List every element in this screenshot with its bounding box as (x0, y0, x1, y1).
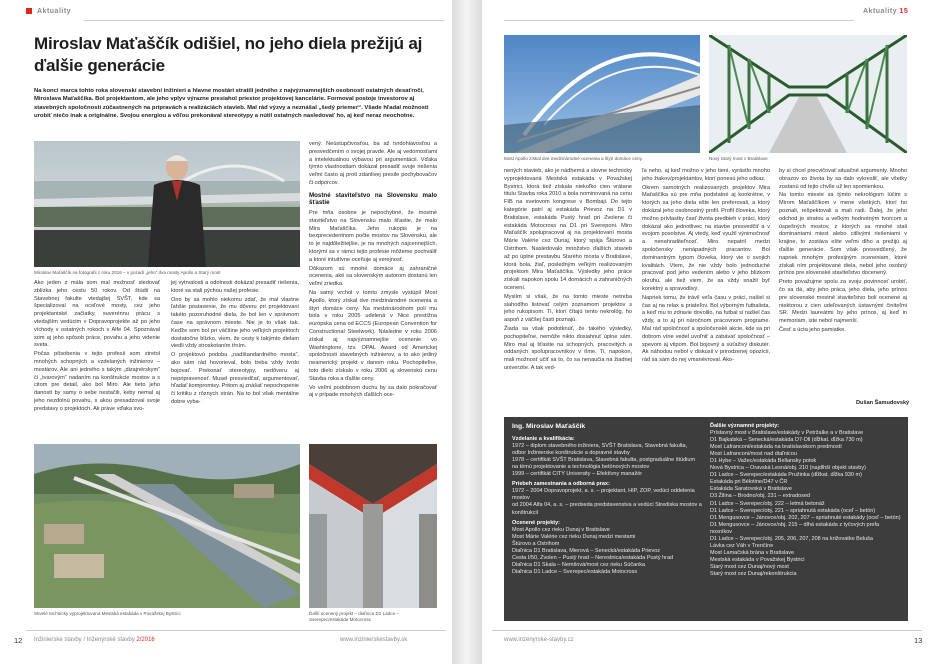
photo-caption: Miroslav Maťaščík na fotografii z roku 2016 – v pozadí „jeho“ dva mosty Apollo a Starý most (34, 270, 221, 275)
bio-item: D1 Ladce – Sverepec/obj. 222 – letmá betonáž (710, 500, 825, 507)
bio-item: Most Apollo cez rieku Dunaj v Bratislave (512, 526, 610, 533)
text-column-2 (171, 280, 299, 438)
bio-item: D1 Ladce – Sverepec/obj. 205, 206, 207, 208 na križovatke Beluša (710, 535, 873, 542)
bio-item: Estakáda Saratovská v Bratislave (710, 486, 792, 493)
section-label: Aktuality (863, 8, 898, 15)
bio-item: Diaľnica D1 Ladce – Sverepec/estakáda Motocross (512, 568, 638, 575)
photo-caption: Nový Starý most v Bratislave (709, 156, 768, 161)
bio-subheading: Ocenené projekty: (512, 519, 560, 526)
bio-item: Štúrovo a Ostrihom (512, 540, 560, 547)
paragraph: Na samý vrchol v tomto zmysle vystúpil Most Apollo, ktorý získal dve medzinárodné ocenenia a štyri domáce ceny. Na medzinárodnom poli mu bola v roku 2005 udelená v Nice prestížna európska cena od ECCS (European Convention for Constructional Steelwork). Následne v roku 2006 získal aj najvýznamnejšie ocenenie vo Washingtone, tzv. OPAL Award od Americkej spoločnosti stavebných inžinierov, a to ako jediný neamerický projekt v danom roku. Pochopiteľne, toto dielo získalo v roku 2006 aj slovenskú cenu Stavba roka a ďalšie ceny. (309, 289, 437, 382)
page-mark: 15 (899, 8, 909, 15)
paragraph: Pre mňa osobne je nepochybné, že mostné staviteľstvo na Slovensku malo šťastie, že malo Mira Maťaščíka. Jeho rukopis je na bezprecedentnom počte mostov na Slovensku, ale to je najdôležitejšie, je na mnohých najcennejších, ktorými sa v rámci tejto profesie môžeme pochváliť a ktoré intuitívne oceňuje aj verejnosť. (309, 209, 437, 263)
header-rule-left (84, 20, 444, 21)
paragraph: Ono by sa mohlo niekomu zdať, že mal vlastne ľahšie postavenie, že mu dôveru pri projektovaní takéto pozoruhodné diela, že bol len v správnom čase na správnom mieste. Nie je to však tak. Keďže som bol pri väčšine jeho veľkých projektoch dostatočne blízko, viem, že cesty k takýmto dielam viedli vždy stroskotaním tŕním. (171, 296, 299, 350)
article-lead: Na konci marca tohto roka slovenskí stavební inžinieri a hlavne mostári stratili jedného z najvýznamnejších osobností ostatných desaťročí, Miroslava Maťaščíka. Bol projektantom, ale jeho vplyv výrazne presiahol priestor projektovej kancelárie. Formoval postoje investorov aj stavebných spoločností zúčastnených na prípravách a realizáciách stavieb. Mal rád výzvy a neznášal „šedý priemer“. Všade hľadal možnosti urobiť niečo inak a originálne. Svojou energiou a vôľou prekonával stereotypy a nútil ostatných nasledovať ho, aj keď neraz neochotne. (34, 88, 429, 119)
bio-item: Estakáda pri Bélotine/D47 v ČR (710, 479, 788, 486)
text-column-3 (309, 141, 437, 438)
article-title: Miroslav Maťaščík odišiel, no jeho diela prežijú aj ďalšie generácie (34, 34, 423, 75)
section-marker-icon (26, 8, 32, 14)
issue-number: 2/2016 (136, 637, 155, 643)
bio-item: D1 Bajkalská – Senecká/estakáda D7-Dll (dĺžkat. dĺžka 730 m) (710, 437, 863, 444)
bio-item: Most Lafranconi/estakáda na bratislavskom predmostí (710, 444, 842, 451)
bio-item: Nová Bystrica – Oravská Lesná/obj. 210 (najdlhší objekt stavby) (710, 465, 866, 472)
bio-item: D1 Hybe – Važec/estakáda Bellansky potok (710, 458, 817, 465)
paragraph: Počas pôsobenia v tejto profesii som stretol mnohých schopných a vzdelaných inžinierov – mostárov. Ale ani jedného s takým „dizajnérskym“ či „tvarovým“ nadaním na konštrukcie mostov a s citom pre detail, ako bol Miro. Ale tieto jeho danosti by samy o sebe nestačili, keby nemal aj jeho nezdolnú povahu, s akou presadzoval svoje predstavy o projektoch. Ak práve vďaka svo- (34, 351, 160, 412)
paragraph: ľa neho, aj keď možno v jeho tieni, vyrástlo mnoho jeho žiakov/projektantov, ktorí ponesú jeho odkaz. (642, 168, 770, 182)
paragraph: jej vytrvalosti a odolnosti dokázal presadiť riešenia, ktoré sa stali pýchou našej profesie. (171, 280, 299, 294)
page-number-right: 13 (914, 636, 923, 645)
bio-item: D3 Žilina – Brodno/obj. 231 – extradosed (710, 493, 810, 500)
section-subheading: Mostné staviteľstvo na Slovensku malo šťastie (309, 191, 437, 207)
text-column-6 (779, 168, 907, 388)
magazine-name (34, 637, 155, 643)
bio-item: od 2004 Alfa 04, a. s. – predseda predstavenstva a vedúci Strediska mostov a konštrukcií (512, 502, 702, 516)
paragraph: O projektovú podobu „nadštandardného mosta“, ako sám rád hovorieval, bolo treba vždy tvrdo bojovať. Prekonať stereotypy, nedôveru aj nepripravenosť. Musel presviedčať, argumentovať, hľadať kompromisy. Pritom aj znášať nepochopenie či kritiku z rôznych strán. Na to bol však mentálne dobre vyba- (171, 352, 299, 405)
bio-subheading: Vzdelanie a kvalifikácia: (512, 436, 575, 443)
text-column-1 (34, 280, 160, 438)
footer-rule-left (26, 630, 446, 631)
bio-item: Diaľnica D1 Bratislava, Mierová – Senecká/estakáda Prievoz (512, 547, 661, 554)
bio-item: D1 Ladce – Sverepec/estakáda Pružinka (dĺžkat. dĺžka 930 m) (710, 472, 862, 479)
estakada-aerial-photo (34, 444, 300, 608)
paragraph: Napriek tomu, že trávil veľa času v práci, našiel si čas aj na relax a priateľov. Bol výborným futbalista, a keď mu to zdravie dovolilo, na futbal si našiel čas vždy, a to aj pri náročnom pracovnom programe. Mal rád spoločnosť a spoločenské akcie, kde sa pri dobrom víne vedel uvoľniť a zabávať spoločnosť – spevom aj vtipom. Bol bojovný a súťaživý diskutér. Ak náhodou nebol v diskusii v prirodzenej opozícii, rád sa sám do nej vmanévroval. Ako- (642, 294, 770, 364)
author-signature: Dušan Šamudovský (856, 400, 910, 406)
paragraph: by si chcel precvičovať situačné argumenty. Mnoho obrazov zo života by sa dalo vykresliť, ale všetky zostanú od tejto chvíle už len spomienkou. (779, 168, 907, 190)
paragraph: Preto považujme spolu za svoju povinnosť urobiť, čo sa dá, aby jeho práca, jeho diela, jeho prínos pre slovenské mostné staviteľstvo boli ocenené aj niektorou z cien udeľovaných ústavnými činiteľmi SR. Medzi laureátmi by jeho prínos, aj keď in memoriam, iste nebol najmenší. (779, 279, 907, 325)
bio-name: Ing. Miroslav Maťaščík (512, 423, 586, 430)
paragraph: Vo veľmi podobnom duchu by sa dalo pokračovať aj v prípade mnohých ďalších oce- (309, 384, 437, 399)
paragraph: Žiada sa však podotknúť, že takého výsledky, pochopiteľne, nemôže nikto dosiahnuť úplne sám. Miro mal aj šťastie na schopných, pracovitých a oddaných spolupracovníkov v tíme. Ti, napokon, mali možnosť učiť sa to, čo sa nenaučia na žiadnej univerzite. A tak ved- (504, 325, 632, 371)
bio-item: Lávka cez Váh v Trenčíne (710, 542, 774, 549)
bio-subheading: Ďalšie významné projekty: (710, 423, 780, 429)
bio-item: Most Lafranconi/most nad diaľnicou (710, 451, 797, 458)
stary-most-photo (709, 35, 907, 153)
bio-item: Mestská estakáda v Považskej Bystrici (710, 556, 805, 563)
paragraph: Okrem samotných realizovaných projektov Mira Maťaščíka sú pre mňa podstatné aj konkrétne, v ktorých sa jeho diela ešte len preferovali, a ktorý dokázal jeho osobnostný profil. Profil človeka, ktorý možno prívlastky časť života predbieh v práci, ktorý dokázal ako jednotlivec na stavbe presvedčiť a v svojom posolstve. Aj vtedy, keď využil výnimočnosť a nenahraditeľnosť. Miro nepatril medzi spoločensky nenápadných pracantov. Bol dominantným typom človeka, ktorý vie o svojich kvalitách. Vtem, že nie vždy bolo jednoduché pracovať pod jeho vedením alebo v jeho blízkom okruhu, ale tiež viem, že sa vždy snažil byť korektný a spravodlivý. (642, 184, 770, 292)
paragraph: Ako jeden z mála som mal možnosť sledovať zblízka jeho cestu 50 rokov. Od štúdií na Stavebnej fakulte vtedajšej SVŠT, kde sa špecializoval na oceľové mosty, cez jeho projektantské začiatky, suverénnu prácu s vtedajším vedúcim v Dopravoprojekte až po jeho víchody v ostatných rokoch v Alfe 04. Spoznával som aj jeho spôsob práce, povahu a jeho videnie sveta. (34, 280, 160, 349)
bio-item: Diaľnica D1 Skala – Nemšová/most cez rieku Súčanka (512, 561, 646, 568)
bio-item: 1999 – certifikát CITY University – Efektívny manažér (512, 471, 643, 478)
bio-item: Cesta I/50, Zvolen – Pustý hrad – Nerestnica/estakáda Pustý hrad (512, 554, 674, 561)
apollo-bridge-photo (504, 35, 700, 153)
text-column-5 (642, 168, 770, 408)
section-label: Aktuality (37, 8, 72, 15)
bio-column-right (710, 423, 902, 578)
bio-item: D1 Mengusovce – Jánovce/obj. 202, 207 – spriahnuté estakády (oceľ – betón) (710, 514, 901, 521)
bio-info-box (504, 417, 908, 621)
header-rule-right (504, 20, 854, 21)
bio-item: D1 Ladce – Sverepec/obj. 221 – spriahnutá estakáda (oceľ – betón) (710, 507, 876, 514)
photo-caption: Most Apollo získal dve medzinárodné ocenenia a štyri domáce ceny. (504, 156, 643, 161)
portrait-photo (34, 141, 300, 267)
website-link-right[interactable]: www.inzenyrske-stavby.cz (504, 637, 574, 643)
footer-rule-right (492, 630, 922, 631)
paragraph: Česť a úcta jeho pamiatke. (779, 326, 846, 333)
bio-item: Starý most cez Dunaj/rekonštrukcia (710, 570, 797, 577)
bio-item: 1978 – certifikát SVŠT Bratislava, Stavebná fakulta, postgraduálne štúdium na témú projektovanie a technológia betónových mostov (512, 457, 696, 471)
paragraph: vený. Neústupčivosťou, ba až tvrdohlavosťou a presvedčením o svojej pravde. Ale aj vedomosťami a intelektuálnou výbavou pri argumentácii. Vďaka týmto vlastnostiam dokázal presadiť svoje riešenia veľmi často aj proti zdanlivej presile pochybovačov či odporcov. (309, 141, 437, 186)
paragraph: nených stavieb, ako je nádherná a slovne technicky vyprojektovaná Mestská estakáda v Považskej Bystrici, ktorá tiež získala niekoľko cien vrátane titulu Stavba roka 2010 a bola nominovaná na cenu FIB na svetovom kongrese v Bombaji. Do tejto kategórie patrí aj estakáda Prievoz na D1 v Bratislave, estakáda Pustý hrad pri Zvolene či estakáda Motocross na D1 pri Svereponi. Miro Maťaščík spolupracoval aj na projektovaní mosta Márie Valérie cez Dunaj, ktorý spája Štúrovo a Ostrihom. Nasledovalo množstvo ďalších stavieb až po úplne prestavbu Starého mosta v Bratislave, ktorá bola, žiaľ, posledným veľkým realizovaným projektom Mira Maťaščíka. Výsledky jeho práce získali napokon spolu 14 domácich a zahraničných ocenení. (504, 168, 632, 291)
page-spine (452, 0, 482, 664)
section-header-right (863, 8, 908, 15)
photo-caption: Ďalší ocenený projekt – diaľnica D1 Ladce – Sverepec/estakáda Motocross (309, 611, 399, 622)
paragraph: Dôkazom sú mnohé domáce aj zahraničné ocenenia, aké sa slovenským autorom dostanú len veľmi zriedka. (309, 265, 437, 288)
bio-column-left (512, 423, 702, 576)
magazine-title: Inžinierske stavby / Inženýrské stavby (34, 637, 135, 643)
section-header-left (26, 8, 71, 15)
text-column-4 (504, 168, 632, 408)
bio-item: Most Márie Valérie cez rieku Dunaj medzi mestami (512, 533, 636, 540)
bio-item: 1972 – diplom stavebného inžiniera, SVŠT Bratislava, Stavebná fakulta, odbor Inžinierske konštrukcie a dopravné stavby (512, 443, 688, 457)
bio-item: Starý most cez Dunaj/nový most (710, 563, 789, 570)
bio-item: Prístavný most v Bratislave/estakády v Petržalke a v Bratislave (710, 430, 864, 437)
photo-caption: Skvelé technicky vyprojektovaná Mestská estakáda v Považskej Bystrici (34, 611, 181, 616)
bridge-underside-photo (309, 444, 437, 608)
paragraph: Myslím si však, že na tomto mieste netreba siahodlho listovať celým zoznamom projektov s jeho rukopisom. Ti, ktorí čítajú tento nekrológ, ho aspoň z väčšej časti poznajú. (504, 293, 632, 324)
bio-item: 1972 – 2004 Dopravoprojekt, a. s. – projektant, HIP, ZOP, vedúci oddelenia mostov (512, 488, 695, 502)
page-number-left: 12 (14, 636, 23, 645)
bio-item: D1 Mengusovce – Jánovce/obj. 215 – dlhá estakáda z tyčových prefa nosníkov (710, 521, 880, 535)
website-link-left[interactable]: www.inzinierskestavby.sk (340, 637, 408, 643)
bio-item: Most Lamačská brána v Bratislave (710, 549, 795, 556)
paragraph: Na tomto mieste sa týmto nekrológom lúčim s Mirom Maťaščíkom v mene všetkých, ktorí ho poznali, rešpektovali a mali radi. Ďalej, že jeho odchod je stratou a veľkým hodnotným tvorcom a úspešných mostov, z ktorých sa mnohé stali dominantami miest alebo citlivými riešeniami v krajine, to zostáva ešte veľmi dlho a prežijú aj ďalšie generácie. Som však presvedčený, že napriek mnohým profesijným oceneniam, ktoré získali ním projektované diela, nebol jeho osobný prínos pre slovenské staviteľstvo docenený. (779, 192, 907, 277)
bio-subheading: Priebeh zamestnania a odborná prax: (512, 481, 610, 488)
